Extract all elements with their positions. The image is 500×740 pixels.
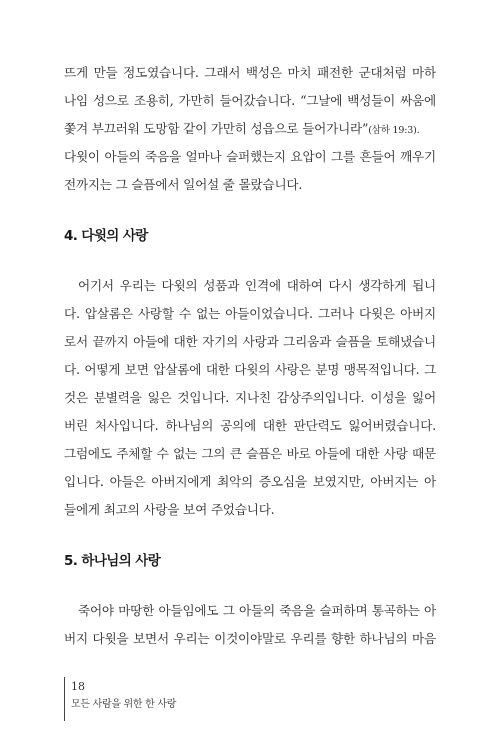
scripture-reference: (삼하 19:3). — [368, 125, 420, 136]
paragraph-line: 버지 다윗을 보면서 우리는 이것이야말로 우리를 향한 하나님의 마음 — [64, 631, 436, 646]
paragraph-line: 다. 어떻게 보면 압살롬에 대한 다윗의 사랑은 분명 맹목적입니다. 그 — [64, 362, 436, 377]
paragraph-line: 것은 분별력을 잃은 것입니다. 지나친 감상주의입니다. 이성을 잃어 — [64, 390, 436, 405]
paragraph-line: 그럼에도 주체할 수 없는 그의 큰 슬픔은 바로 아들에 대한 사랑 때문 — [64, 446, 436, 461]
paragraph-line-with-reference — [64, 120, 436, 140]
paragraph-line-text: 쫓겨 부끄러워 도망함 같이 가만히 성읍으로 들어가니라” — [64, 121, 369, 136]
paragraph-line: 나임 성으로 조용히, 가만히 들어갔습니다. “그날에 백성들이 싸움에 — [64, 93, 436, 108]
section-heading: 5. 하나님의 사랑 — [64, 553, 161, 569]
paragraph-line: 입니다. 아들은 아버지에게 최악의 증오심을 보였지만, 아버지는 아 — [64, 474, 436, 489]
paragraph-line: 전까지는 그 슬픔에서 일어설 줄 몰랐습니다. — [64, 177, 303, 192]
paragraph-line: 로서 끝까지 아들에 대한 자기의 사랑과 그리움과 슬픔을 토해냈습니 — [64, 334, 436, 349]
page-number: 18 — [71, 680, 85, 693]
paragraph-line: 들에게 최고의 사랑을 보여 주었습니다. — [64, 502, 275, 517]
footer-divider — [64, 677, 65, 721]
paragraph-line: 뜨게 만들 정도였습니다. 그래서 백성은 마치 패전한 군대처럼 마하 — [64, 65, 436, 80]
paragraph-line: 다. 압살롬은 사랑할 수 없는 아들이었습니다. 그러나 다윗은 아버지 — [64, 306, 436, 321]
paragraph-line: 버린 처사입니다. 하나님의 공의에 대한 판단력도 잃어버렸습니다. — [64, 418, 436, 433]
paragraph-line: 어기서 우리는 다윗의 성품과 인격에 대하여 다시 생각하게 됩니 — [78, 278, 436, 293]
paragraph-line: 죽어야 마땅한 아들임에도 그 아들의 죽음을 슬퍼하며 통곡하는 아 — [78, 603, 436, 618]
section-heading: 4. 다윗의 사랑 — [64, 228, 148, 244]
running-footer-title: 모든 사람을 위한 한 사랑 — [71, 699, 177, 710]
paragraph-line: 다윗이 아들의 죽음을 얼마나 슬퍼했는지 요압이 그를 흔들어 깨우기 — [64, 149, 436, 164]
